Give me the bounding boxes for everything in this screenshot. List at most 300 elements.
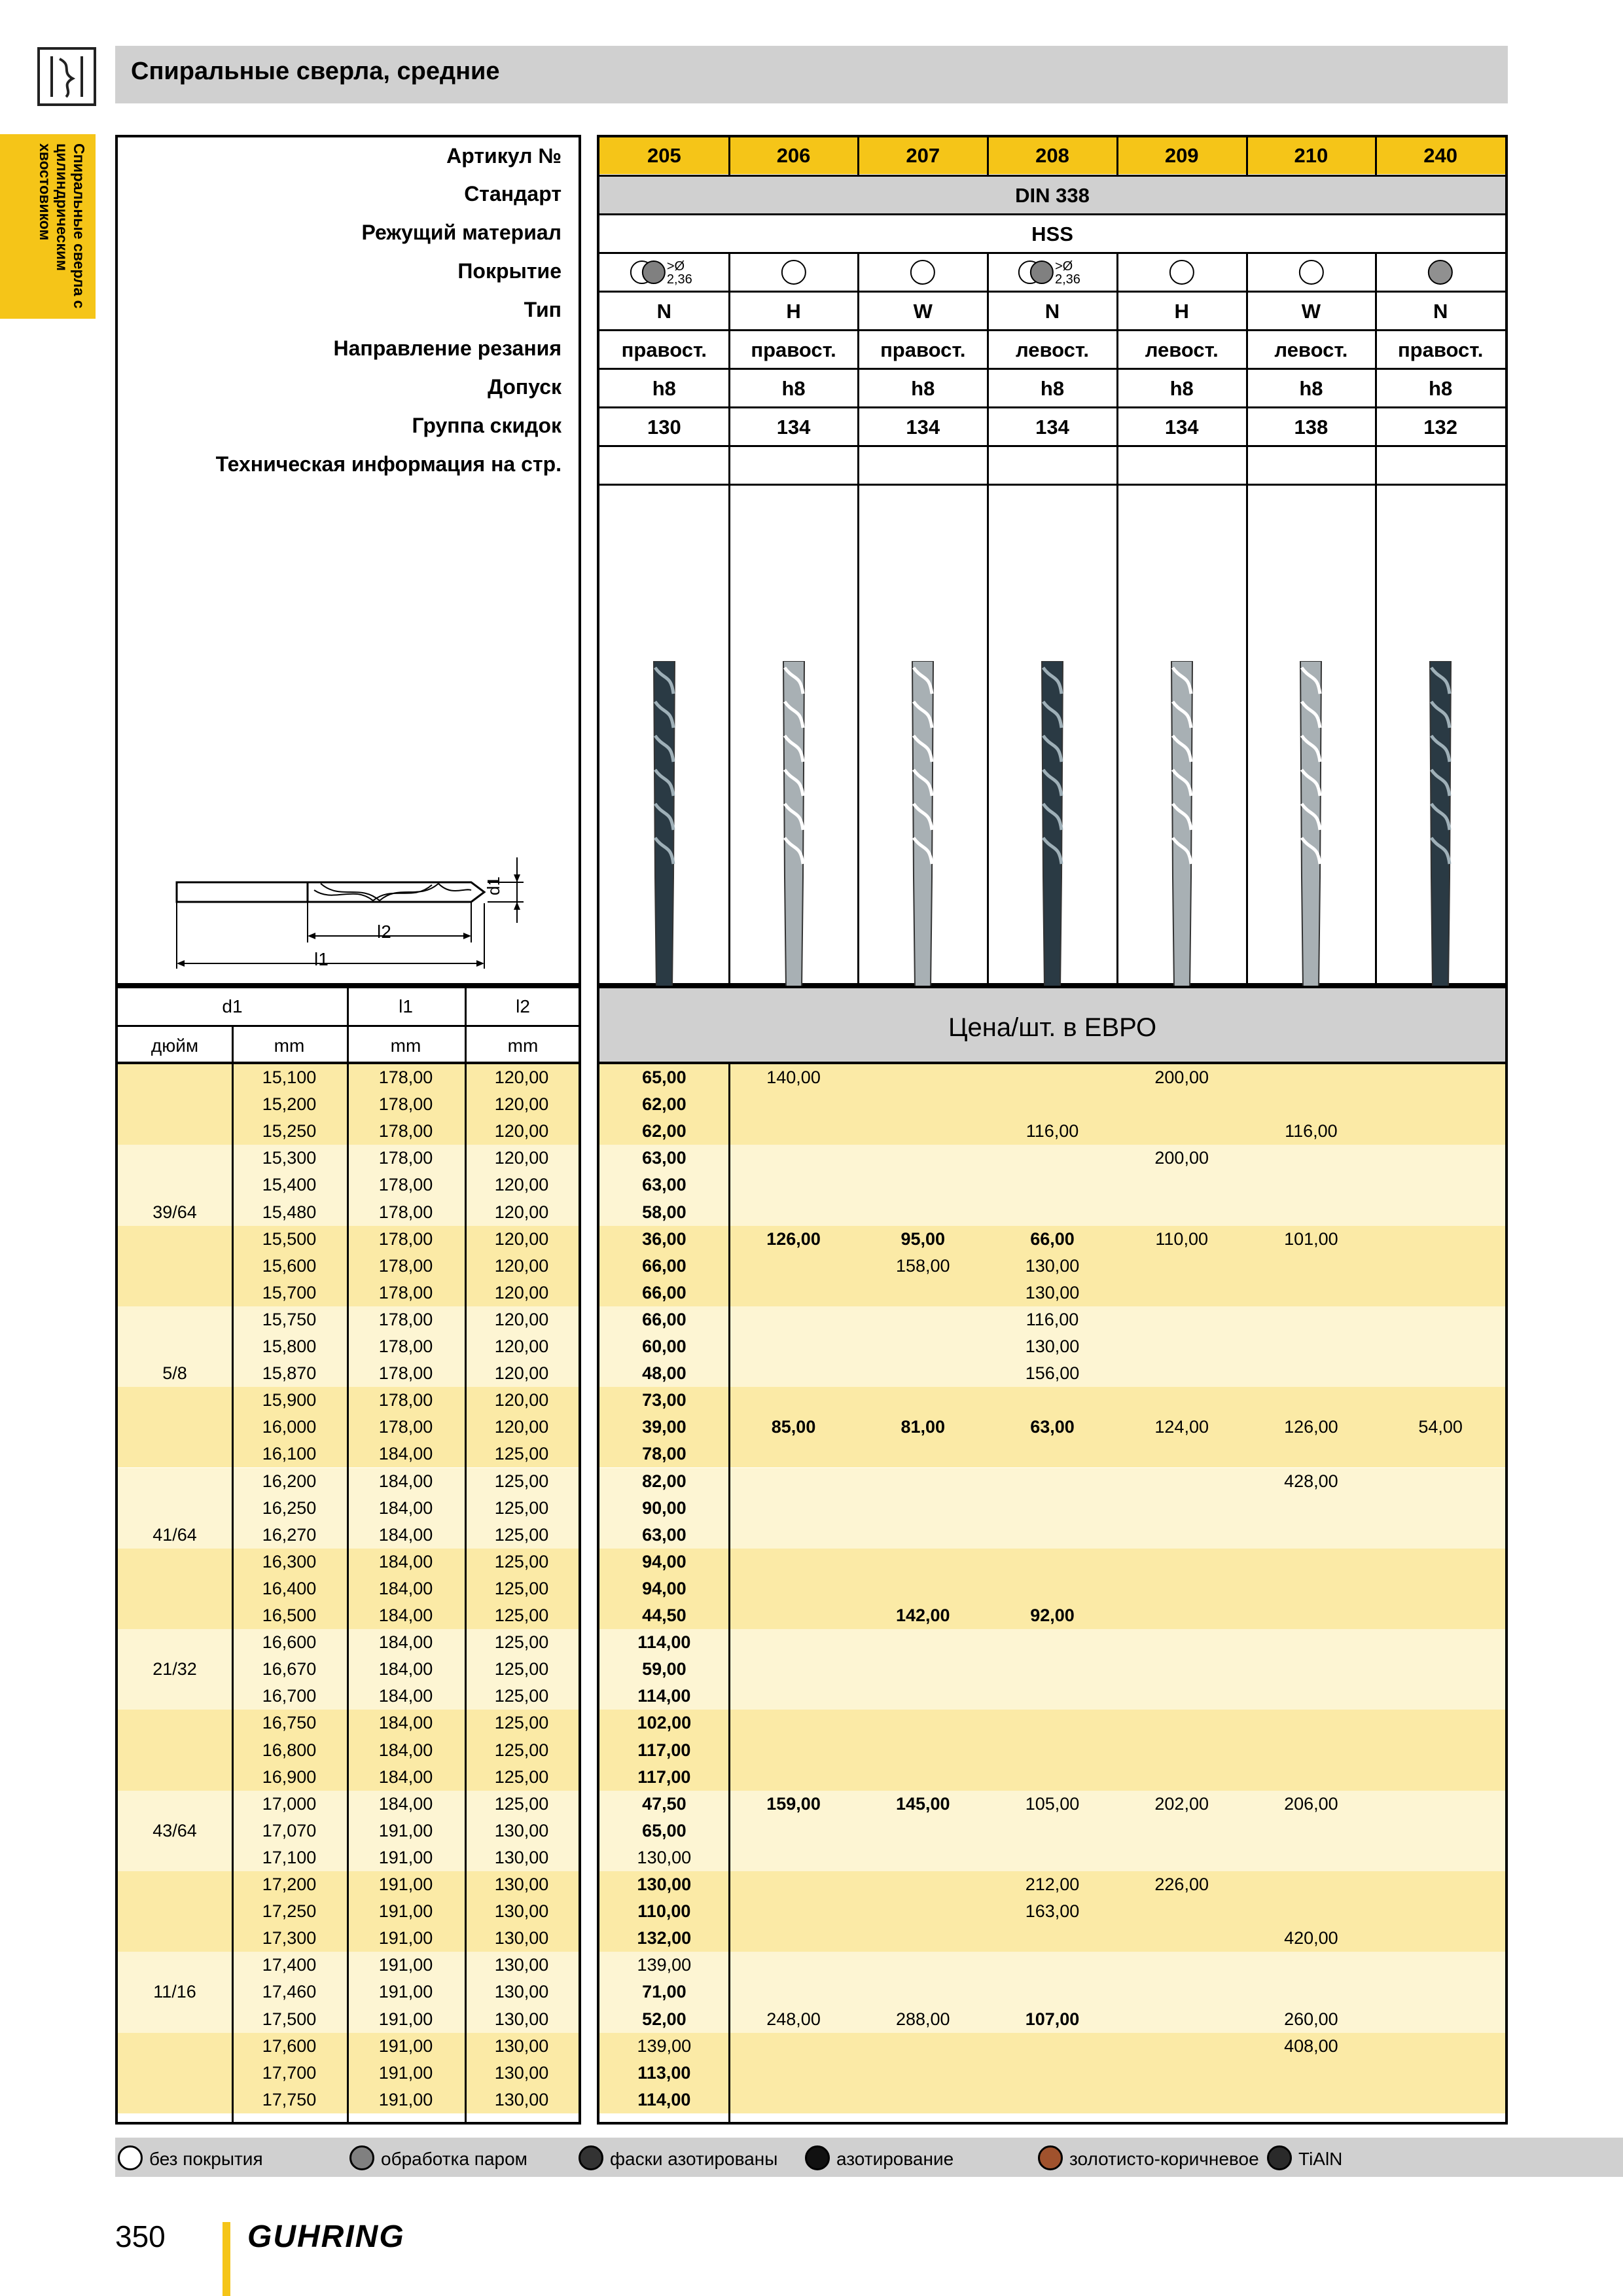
price-value: 226,00	[1154, 1874, 1209, 1894]
tolerance-value: h8	[652, 377, 676, 400]
divider	[728, 253, 730, 988]
price-value: 105,00	[1025, 1793, 1080, 1814]
drill-product-image	[1162, 661, 1202, 988]
table-row	[599, 1091, 1505, 1118]
divider	[465, 988, 467, 1064]
tolerance-value: h8	[1299, 377, 1323, 400]
d1-value: 16,500	[262, 1605, 317, 1625]
table-row	[599, 1145, 1505, 1172]
d1-value: 17,750	[262, 2089, 317, 2109]
divider	[599, 252, 1505, 254]
table-row	[599, 1683, 1505, 1710]
tolerance-value: h8	[1429, 377, 1453, 400]
article-number: 207	[858, 137, 988, 174]
price-value: 132,00	[637, 1928, 692, 1948]
l1-value: 184,00	[378, 1578, 433, 1598]
table-row	[599, 2033, 1505, 2060]
divider	[599, 484, 1505, 486]
divider	[347, 1064, 349, 2125]
d1-value: 17,300	[262, 1928, 317, 1948]
table-row	[599, 1387, 1505, 1414]
d1-value: 15,500	[262, 1229, 317, 1249]
discount-group-value: 134	[1035, 416, 1069, 439]
d1-value: 17,000	[262, 1793, 317, 1814]
divider	[857, 137, 859, 176]
divider	[599, 291, 1505, 293]
price-value: 65,00	[642, 1820, 687, 1840]
price-value: 48,00	[642, 1363, 687, 1384]
tolerance-value: h8	[1040, 377, 1065, 400]
inch-value: 39/64	[152, 1202, 197, 1222]
divider	[347, 988, 349, 1064]
page-number: 350	[115, 2219, 166, 2253]
price-value: 66,00	[642, 1309, 687, 1329]
l2-value: 120,00	[494, 1282, 549, 1302]
d1-value: 16,670	[262, 1659, 317, 1679]
l1-value: 184,00	[378, 1605, 433, 1625]
price-value: 130,00	[1025, 1336, 1080, 1356]
divider	[232, 1064, 234, 2125]
brand-accent-bar	[223, 2222, 230, 2296]
l2-value: 130,00	[494, 1874, 549, 1894]
nitrided-chamfers-icon	[579, 2145, 603, 2170]
table-row	[599, 1979, 1505, 2005]
standard-value: DIN 338	[599, 176, 1505, 215]
table-row	[599, 1172, 1505, 1198]
tolerance-label: Допуск	[488, 375, 562, 399]
price-value: 81,00	[901, 1417, 946, 1437]
price-value: 116,00	[1026, 1309, 1079, 1329]
dim-l2-header: l2	[516, 996, 530, 1016]
d1-value: 16,100	[262, 1444, 317, 1464]
l1-value: 178,00	[378, 1390, 433, 1410]
l1-value: 184,00	[378, 1659, 433, 1679]
l1-value: 191,00	[378, 1982, 433, 2002]
l1-value: 191,00	[378, 1874, 433, 1894]
standard-label: Стандарт	[464, 182, 562, 206]
legend-label: обработка паром	[381, 2149, 527, 2169]
d1-value: 17,400	[262, 1955, 317, 1975]
price-value: 156,00	[1025, 1363, 1080, 1384]
table-row	[599, 1468, 1505, 1495]
price-value: 82,00	[642, 1471, 687, 1491]
table-row	[599, 1226, 1505, 1253]
price-value: 107,00	[1025, 2009, 1080, 2029]
diagram-l1-label: l1	[314, 949, 329, 969]
price-value: 59,00	[642, 1659, 687, 1679]
l2-value: 130,00	[494, 2062, 549, 2083]
d1-value: 15,300	[262, 1148, 317, 1168]
table-row	[599, 1844, 1505, 1871]
coating-size-note: >Ø 2,36	[666, 259, 692, 287]
type-label: Тип	[524, 298, 562, 321]
price-data-table	[597, 1064, 1508, 2125]
price-value: 85,00	[771, 1417, 816, 1437]
table-row	[599, 2087, 1505, 2113]
l2-value: 125,00	[494, 1632, 549, 1653]
l1-value: 178,00	[378, 1229, 433, 1249]
price-value: 428,00	[1284, 1471, 1338, 1491]
price-value: 63,00	[642, 1148, 687, 1168]
type-value: W	[1301, 300, 1321, 323]
l2-value: 125,00	[494, 1659, 549, 1679]
price-value: 58,00	[642, 1202, 687, 1222]
price-value: 90,00	[642, 1498, 687, 1518]
price-value: 54,00	[1418, 1417, 1463, 1437]
d1-value: 16,900	[262, 1767, 317, 1787]
table-row	[599, 1064, 1505, 1091]
l2-value: 130,00	[494, 2036, 549, 2056]
article-number: 206	[729, 137, 859, 174]
price-value: 408,00	[1284, 2036, 1338, 2056]
divider	[599, 406, 1505, 408]
d1-value: 15,200	[262, 1094, 317, 1115]
price-value: 52,00	[642, 2009, 687, 2029]
tolerance-value: h8	[781, 377, 806, 400]
d1-value: 17,250	[262, 1901, 317, 1922]
l2-value: 130,00	[494, 2089, 549, 2109]
dim-d1-header: d1	[222, 996, 243, 1016]
price-value: 124,00	[1154, 1417, 1209, 1437]
d1-value: 15,800	[262, 1336, 317, 1356]
coating-steam-icon	[1376, 253, 1505, 292]
brand-logo: GUHRING	[247, 2219, 405, 2254]
dim-inch-header: дюйм	[151, 1035, 199, 1056]
l2-value: 130,00	[494, 1955, 549, 1975]
l2-value: 120,00	[494, 1094, 549, 1115]
d1-value: 15,100	[262, 1067, 317, 1087]
type-value: H	[786, 300, 801, 323]
l1-value: 178,00	[378, 1255, 433, 1276]
price-value: 94,00	[642, 1578, 687, 1598]
legend-label: азотирование	[836, 2149, 954, 2169]
l1-value: 178,00	[378, 1309, 433, 1329]
table-row	[599, 1118, 1505, 1145]
inch-value: 5/8	[162, 1363, 187, 1384]
direction-value: правост.	[751, 338, 836, 361]
l2-value: 130,00	[494, 1928, 549, 1948]
d1-value: 15,900	[262, 1390, 317, 1410]
table-row	[599, 1898, 1505, 1925]
l1-value: 184,00	[378, 1524, 433, 1545]
l1-value: 178,00	[378, 1363, 433, 1384]
price-value: 110,00	[637, 1901, 691, 1922]
uncoated-icon	[118, 2145, 143, 2170]
table-row	[599, 2060, 1505, 2087]
coating-uncoated-icon	[1247, 253, 1376, 292]
discount-group-label: Группа скидок	[412, 414, 562, 437]
divider	[728, 1064, 730, 2125]
section-side-tab[interactable]	[0, 134, 96, 319]
divider	[1246, 253, 1248, 988]
legend-label: золотисто-коричневое	[1069, 2149, 1259, 2169]
price-value: 95,00	[901, 1229, 946, 1249]
l1-value: 184,00	[378, 1767, 433, 1787]
discount-group-value: 132	[1423, 416, 1457, 439]
l2-value: 120,00	[494, 1202, 549, 1222]
price-value: 66,00	[642, 1282, 687, 1302]
l2-value: 125,00	[494, 1605, 549, 1625]
drill-dimension-diagram	[170, 844, 537, 995]
price-value: 200,00	[1154, 1067, 1209, 1087]
l1-value: 191,00	[378, 2009, 433, 2029]
table-row	[599, 1441, 1505, 1467]
l2-value: 125,00	[494, 1551, 549, 1571]
divider	[987, 253, 989, 988]
d1-value: 16,200	[262, 1471, 317, 1491]
price-value: 62,00	[642, 1094, 687, 1115]
price-value: 110,00	[1155, 1229, 1208, 1249]
l2-value: 120,00	[494, 1417, 549, 1437]
price-value: 66,00	[1030, 1229, 1075, 1249]
price-value: 139,00	[637, 2036, 692, 2056]
coating-steam-and-uncoated-icon	[988, 253, 1117, 292]
table-row	[599, 1629, 1505, 1656]
l1-value: 178,00	[378, 1121, 433, 1141]
l2-value: 125,00	[494, 1767, 549, 1787]
price-value: 47,50	[642, 1793, 687, 1814]
tialn-icon	[1267, 2145, 1292, 2170]
l2-value: 120,00	[494, 1336, 549, 1356]
price-header	[597, 986, 1508, 1064]
type-value: W	[913, 300, 933, 323]
price-value: 288,00	[895, 2009, 950, 2029]
price-value: 78,00	[642, 1444, 687, 1464]
coating-uncoated-icon	[1117, 253, 1247, 292]
l2-value: 120,00	[494, 1148, 549, 1168]
article-number: 205	[599, 137, 729, 174]
material-value: HSS	[1031, 223, 1073, 245]
coating-size-note: >Ø 2,36	[1055, 259, 1080, 287]
l1-value: 184,00	[378, 1686, 433, 1706]
discount-group-value: 134	[776, 416, 811, 439]
l1-value: 191,00	[378, 1955, 433, 1975]
l2-value: 130,00	[494, 2009, 549, 2029]
legend-label: TiAlN	[1298, 2149, 1343, 2169]
table-row	[599, 1522, 1505, 1549]
divider	[728, 137, 730, 176]
l1-value: 184,00	[378, 1713, 433, 1733]
article-number: 209	[1117, 137, 1247, 174]
d1-value: 15,600	[262, 1255, 317, 1276]
article-number: 208	[988, 137, 1117, 174]
l2-value: 120,00	[494, 1229, 549, 1249]
table-row	[599, 1818, 1505, 1844]
price-value: 130,00	[1025, 1282, 1080, 1302]
price-value: 114,00	[637, 2089, 691, 2109]
l1-value: 191,00	[378, 2089, 433, 2109]
l1-value: 184,00	[378, 1444, 433, 1464]
d1-value: 16,400	[262, 1578, 317, 1598]
type-value: N	[1044, 300, 1060, 323]
l1-value: 184,00	[378, 1498, 433, 1518]
price-value: 142,00	[895, 1605, 950, 1625]
price-value: 126,00	[766, 1229, 821, 1249]
divider	[1375, 137, 1377, 176]
l2-value: 120,00	[494, 1363, 549, 1384]
price-value: 202,00	[1154, 1793, 1209, 1814]
legend-label: без покрытия	[149, 2149, 263, 2169]
d1-value: 15,700	[262, 1282, 317, 1302]
price-value: 139,00	[637, 1955, 692, 1975]
table-row	[599, 1656, 1505, 1683]
price-value: 113,00	[637, 2062, 691, 2083]
discount-group-value: 134	[1164, 416, 1199, 439]
l1-value: 184,00	[378, 1793, 433, 1814]
table-row	[599, 1549, 1505, 1575]
table-row	[599, 1280, 1505, 1306]
price-value: 92,00	[1030, 1605, 1075, 1625]
article-label: Артикул №	[446, 144, 562, 168]
price-value: 248,00	[766, 2009, 821, 2029]
inch-value: 43/64	[152, 1820, 197, 1840]
price-value: 130,00	[637, 1874, 692, 1894]
l2-value: 125,00	[494, 1740, 549, 1760]
divider	[857, 253, 859, 988]
price-value: 200,00	[1154, 1148, 1209, 1168]
article-number: 240	[1376, 137, 1505, 174]
table-row	[599, 1575, 1505, 1602]
d1-value: 16,750	[262, 1713, 317, 1733]
divider	[1375, 253, 1377, 988]
l2-value: 125,00	[494, 1578, 549, 1598]
d1-value: 16,700	[262, 1686, 317, 1706]
material-label: Режущий материал	[361, 221, 562, 244]
inch-value: 41/64	[152, 1524, 197, 1545]
price-value: 73,00	[642, 1390, 687, 1410]
drill-product-image	[774, 661, 813, 988]
divider	[1116, 253, 1118, 988]
l1-value: 178,00	[378, 1336, 433, 1356]
price-value: 212,00	[1025, 1874, 1080, 1894]
l1-value: 178,00	[378, 1175, 433, 1195]
tolerance-value: h8	[911, 377, 935, 400]
nitrided-icon	[805, 2145, 830, 2170]
d1-value: 16,000	[262, 1417, 317, 1437]
l2-value: 125,00	[494, 1686, 549, 1706]
l1-value: 178,00	[378, 1202, 433, 1222]
l2-value: 125,00	[494, 1444, 549, 1464]
d1-value: 17,460	[262, 1982, 317, 2002]
direction-value: правост.	[621, 338, 707, 361]
price-value: 117,00	[637, 1740, 691, 1760]
d1-value: 15,750	[262, 1309, 317, 1329]
l2-value: 125,00	[494, 1498, 549, 1518]
tech-info-label: Техническая информация на стр.	[215, 452, 562, 476]
l2-value: 125,00	[494, 1471, 549, 1491]
article-number: 210	[1247, 137, 1376, 174]
price-value: 260,00	[1284, 2009, 1338, 2029]
direction-label: Направление резания	[333, 336, 562, 360]
price-value: 71,00	[642, 1982, 687, 2002]
price-value: 114,00	[637, 1686, 691, 1706]
drill-product-image	[903, 661, 942, 988]
type-value: N	[1433, 300, 1448, 323]
steam-icon	[349, 2145, 374, 2170]
d1-value: 17,200	[262, 1874, 317, 1894]
price-value: 126,00	[1284, 1417, 1338, 1437]
dim-mm-header: mm	[390, 1035, 421, 1056]
table-row	[599, 1495, 1505, 1522]
price-value: 158,00	[895, 1255, 950, 1276]
price-value: 66,00	[642, 1255, 687, 1276]
l2-value: 130,00	[494, 1820, 549, 1840]
table-row	[599, 1764, 1505, 1791]
table-row	[599, 1952, 1505, 1979]
divider	[1116, 137, 1118, 176]
price-value: 130,00	[637, 1847, 692, 1867]
l1-value: 184,00	[378, 1551, 433, 1571]
l2-value: 120,00	[494, 1309, 549, 1329]
table-row	[599, 1414, 1505, 1441]
l2-value: 120,00	[494, 1390, 549, 1410]
l1-value: 184,00	[378, 1632, 433, 1653]
divider	[987, 137, 989, 176]
d1-value: 17,500	[262, 2009, 317, 2029]
table-row	[599, 2006, 1505, 2033]
price-value: 206,00	[1284, 1793, 1338, 1814]
price-value: 114,00	[637, 1632, 691, 1653]
direction-value: правост.	[1397, 338, 1484, 361]
page-title: Спиральные сверла, средние	[131, 58, 500, 85]
price-value: 159,00	[766, 1793, 821, 1814]
table-row	[599, 1306, 1505, 1333]
d1-value: 17,100	[262, 1847, 317, 1867]
drill-product-image	[1291, 661, 1330, 988]
table-row	[599, 1710, 1505, 1736]
discount-group-value: 134	[906, 416, 940, 439]
l2-value: 125,00	[494, 1524, 549, 1545]
coating-steam-and-uncoated-icon	[599, 253, 729, 292]
table-row	[599, 1253, 1505, 1280]
dim-l1-header: l1	[399, 996, 413, 1016]
price-value: 117,00	[637, 1767, 691, 1787]
table-row	[599, 1360, 1505, 1387]
dimension-header	[115, 986, 581, 1064]
price-value: 44,50	[642, 1605, 687, 1625]
d1-value: 16,270	[262, 1524, 317, 1545]
direction-value: левост.	[1145, 338, 1219, 361]
l1-value: 178,00	[378, 1094, 433, 1115]
price-value: 130,00	[1025, 1255, 1080, 1276]
d1-value: 15,480	[262, 1202, 317, 1222]
d1-value: 15,250	[262, 1121, 317, 1141]
price-value: 60,00	[642, 1336, 687, 1356]
price-value: 63,00	[642, 1524, 687, 1545]
legend-label: фаски азотированы	[610, 2149, 778, 2169]
l1-value: 191,00	[378, 2062, 433, 2083]
l1-value: 191,00	[378, 1847, 433, 1867]
price-value: 101,00	[1284, 1229, 1338, 1249]
price-value: 140,00	[766, 1067, 821, 1087]
drill-logo-icon	[37, 47, 96, 106]
divider	[232, 1025, 234, 1064]
table-row	[599, 1199, 1505, 1226]
coating-uncoated-icon	[729, 253, 859, 292]
d1-value: 17,600	[262, 2036, 317, 2056]
l2-value: 125,00	[494, 1793, 549, 1814]
l2-value: 130,00	[494, 1982, 549, 2002]
diagram-l2-label: l2	[377, 922, 391, 942]
price-value: 36,00	[642, 1229, 687, 1249]
price-value: 94,00	[642, 1551, 687, 1571]
inch-value: 11/16	[153, 1982, 196, 2002]
table-row	[599, 1871, 1505, 1898]
price-value: 145,00	[895, 1793, 950, 1814]
divider	[465, 1064, 467, 2125]
dim-mm-header: mm	[507, 1035, 539, 1056]
price-value: 102,00	[637, 1713, 692, 1733]
